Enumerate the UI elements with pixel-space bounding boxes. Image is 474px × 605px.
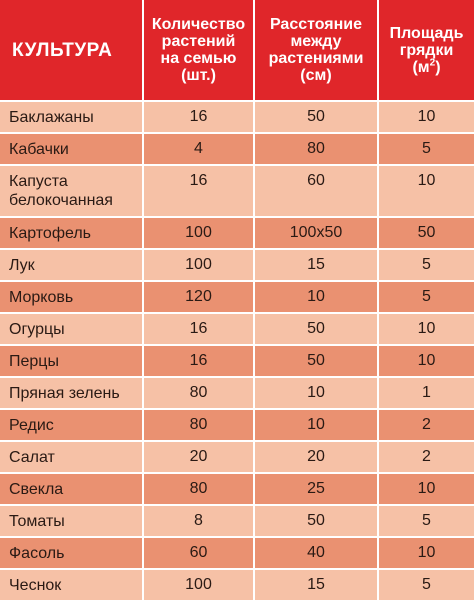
crop-name-cell: Свекла — [0, 473, 143, 505]
crop-name-cell: Капуста белокочанная — [0, 165, 143, 217]
bed-area-cell: 10 — [378, 537, 474, 569]
header-plant-count-line: Количество — [151, 16, 246, 33]
plant-count-cell: 20 — [143, 441, 254, 473]
crop-name-cell: Кабачки — [0, 133, 143, 165]
table-row — [0, 473, 474, 505]
table-row — [0, 217, 474, 249]
table-row — [0, 441, 474, 473]
header-bed-area-line: Площадь — [389, 24, 464, 42]
plant-distance-cell: 50 — [254, 101, 378, 133]
table-row — [0, 101, 474, 133]
header-bed-area-line — [379, 59, 474, 76]
header-plant-distance-line: между — [290, 33, 342, 50]
bed-area-cell: 5 — [378, 249, 474, 281]
plant-distance-cell: 10 — [254, 409, 378, 441]
table-row — [0, 249, 474, 281]
plant-distance-cell: 25 — [254, 473, 378, 505]
plant-count-cell: 60 — [143, 537, 254, 569]
table-row — [0, 569, 474, 601]
bed-area-cell: 10 — [378, 101, 474, 133]
table-header — [0, 0, 474, 101]
crop-name-cell: Чеснок — [0, 569, 143, 601]
table-row — [0, 133, 474, 165]
bed-area-cell: 10 — [378, 345, 474, 377]
crop-name-cell: Салат — [0, 441, 143, 473]
header-bed-area-unit: (м — [412, 58, 430, 76]
plant-distance-cell: 15 — [254, 569, 378, 601]
plant-distance-cell: 60 — [254, 165, 378, 217]
table-row — [0, 165, 474, 217]
bed-area-cell: 10 — [378, 165, 474, 217]
header-plant-distance — [254, 0, 378, 101]
plant-distance-cell: 80 — [254, 133, 378, 165]
bed-area-cell: 1 — [378, 377, 474, 409]
table-row — [0, 377, 474, 409]
bed-area-cell: 2 — [378, 441, 474, 473]
header-plant-count-line: растений — [161, 33, 236, 50]
header-bed-area-line: грядки — [399, 41, 454, 59]
plant-count-cell: 16 — [143, 101, 254, 133]
crop-name-cell: Пряная зелень — [0, 377, 143, 409]
header-bed-area — [378, 0, 474, 101]
table-row — [0, 313, 474, 345]
table-row — [0, 345, 474, 377]
plant-count-cell: 8 — [143, 505, 254, 537]
plant-count-cell: 16 — [143, 313, 254, 345]
header-crop: КУЛЬТУРА — [0, 0, 143, 101]
bed-area-cell: 5 — [378, 281, 474, 313]
crop-name-cell: Фасоль — [0, 537, 143, 569]
plant-count-cell: 80 — [143, 473, 254, 505]
bed-area-cell: 5 — [378, 505, 474, 537]
header-bed-area-exponent: 2 — [429, 57, 436, 69]
table-row — [0, 537, 474, 569]
plant-distance-cell: 40 — [254, 537, 378, 569]
plant-count-cell: 100 — [143, 569, 254, 601]
plant-distance-cell: 100x50 — [254, 217, 378, 249]
header-plant-count-line: (шт.) — [181, 67, 216, 84]
bed-area-cell: 2 — [378, 409, 474, 441]
plant-distance-cell: 50 — [254, 313, 378, 345]
plant-distance-cell: 10 — [254, 281, 378, 313]
plant-count-cell: 16 — [143, 165, 254, 217]
plant-distance-cell: 50 — [254, 345, 378, 377]
plant-count-cell: 80 — [143, 409, 254, 441]
plant-count-cell: 80 — [143, 377, 254, 409]
crop-name-cell: Перцы — [0, 345, 143, 377]
plant-distance-cell: 15 — [254, 249, 378, 281]
header-plant-distance-line: (см) — [300, 67, 332, 84]
header-bed-area-paren: ) — [435, 58, 441, 76]
header-plant-count-line: на семью — [160, 50, 237, 67]
crop-name-cell: Редис — [0, 409, 143, 441]
plant-distance-cell: 20 — [254, 441, 378, 473]
crop-name-cell: Лук — [0, 249, 143, 281]
header-plant-distance-line: растениями — [268, 50, 364, 67]
bed-area-cell: 10 — [378, 313, 474, 345]
crop-name-cell: Огурцы — [0, 313, 143, 345]
plant-count-cell: 100 — [143, 249, 254, 281]
table-row — [0, 409, 474, 441]
bed-area-cell: 50 — [378, 217, 474, 249]
table-row — [0, 505, 474, 537]
crop-name-cell: Картофель — [0, 217, 143, 249]
header-plant-count — [143, 0, 254, 101]
plant-distance-cell: 50 — [254, 505, 378, 537]
table-body — [0, 101, 474, 601]
plant-count-cell: 120 — [143, 281, 254, 313]
bed-area-cell: 5 — [378, 133, 474, 165]
crop-name-cell: Баклажаны — [0, 101, 143, 133]
crop-name-cell: Томаты — [0, 505, 143, 537]
plant-count-cell: 4 — [143, 133, 254, 165]
plant-distance-cell: 10 — [254, 377, 378, 409]
bed-area-cell: 10 — [378, 473, 474, 505]
plant-count-cell: 100 — [143, 217, 254, 249]
header-plant-distance-line: Расстояние — [269, 16, 363, 33]
plant-count-cell: 16 — [143, 345, 254, 377]
crop-name-cell: Морковь — [0, 281, 143, 313]
table-row — [0, 281, 474, 313]
bed-area-cell: 5 — [378, 569, 474, 601]
